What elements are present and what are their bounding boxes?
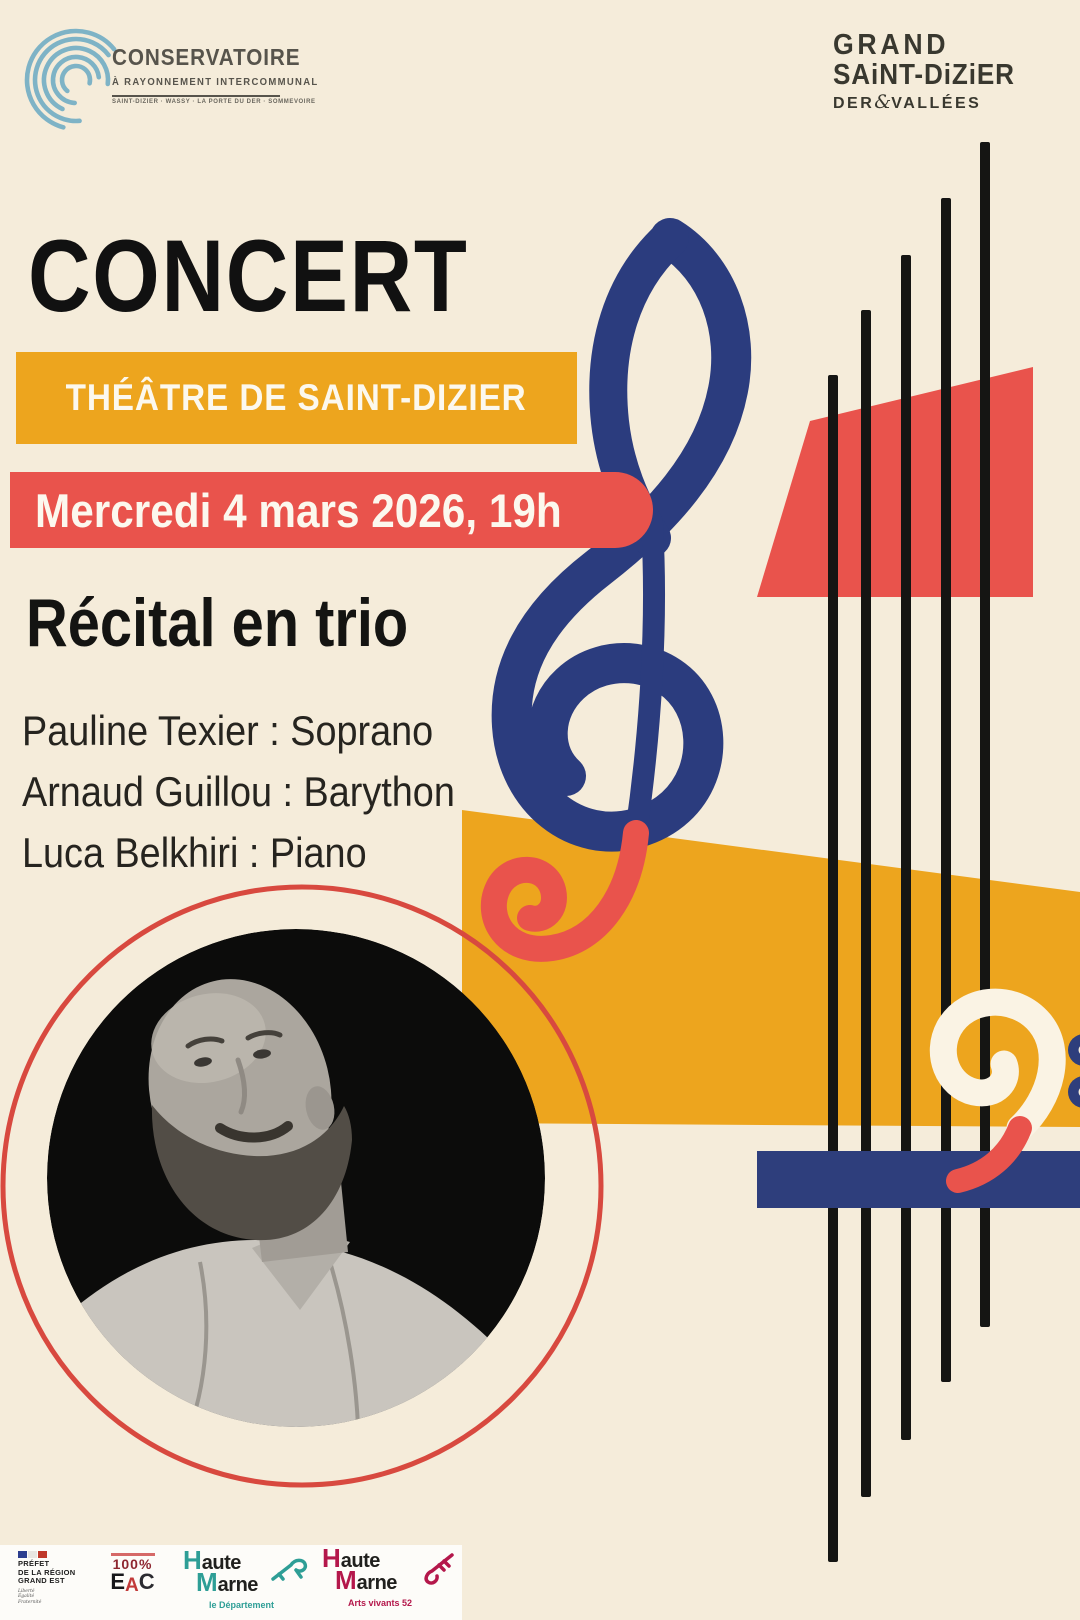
violin-icon	[414, 1553, 456, 1587]
gsd-ampersand: &	[874, 91, 892, 113]
prefet-line3: GRAND EST	[18, 1576, 65, 1585]
hm-arts-tagline: Arts vivants 52	[348, 1598, 413, 1608]
conservatoire-name: CONSERVATOIRE	[112, 44, 301, 70]
eac-letters	[105, 1571, 160, 1595]
grand-saint-dizier-logo	[833, 30, 1035, 115]
date-banner-label: Mercredi 4 mars 2026, 19h	[35, 483, 562, 537]
hm-dept-m: M	[196, 1567, 218, 1597]
conservatoire-text	[112, 44, 332, 105]
gsd-line3	[833, 91, 1035, 115]
program-title: Récital en trio	[26, 585, 409, 661]
conservatoire-subtitle: À RAYONNEMENT INTERCOMMUNAL	[112, 77, 319, 88]
staff-line-3	[901, 255, 911, 1440]
conservatoire-rule	[112, 95, 280, 97]
eac-letter-a: A	[125, 1575, 139, 1596]
prefet-motto	[18, 1589, 108, 1606]
motto-egalite: Égalité	[18, 1594, 35, 1599]
performer-list	[22, 700, 503, 883]
haute-marne-arts-vivants-logo	[322, 1543, 452, 1608]
hm-arts-aute: aute	[340, 1550, 380, 1572]
date-banner	[10, 472, 653, 548]
hm-arts-arne: arne	[356, 1572, 397, 1594]
conservatoire-logo	[18, 18, 338, 143]
venue-banner-label: THÉÂTRE DE SAINT-DIZIER	[65, 377, 528, 418]
conservatoire-cities: SAINT-DIZIER · WASSY · LA PORTE DU DER · SOMMEVOIRE	[112, 99, 316, 105]
hm-arts-h: H	[322, 1543, 341, 1573]
key-icon	[271, 1555, 311, 1585]
eac-percent: 100%	[112, 1556, 153, 1572]
page-title: CONCERT	[28, 219, 469, 333]
gsd-line1: GRAND	[833, 29, 950, 61]
prefet-line1: PRÉFET	[18, 1559, 50, 1568]
prefet-grand-est-logo	[18, 1551, 108, 1605]
portrait-photo	[40, 929, 548, 1430]
haute-marne-departement-logo	[183, 1545, 313, 1610]
motto-liberte: Liberté	[18, 1588, 35, 1594]
eac-topline	[111, 1553, 155, 1556]
staff-line-5	[980, 142, 990, 1327]
french-flag-icon	[18, 1551, 108, 1558]
staff-lines	[828, 142, 990, 1562]
eac-100-logo	[105, 1553, 160, 1595]
hm-arts-m: M	[335, 1565, 357, 1595]
staff-line-1	[828, 375, 838, 1562]
venue-banner	[16, 352, 577, 444]
navy-bar	[757, 1151, 1080, 1208]
eac-letter-e: E	[110, 1569, 126, 1594]
performer-baryton: Arnaud Guillou : Barython	[22, 768, 455, 815]
gsd-line2: SAiNT-DiZiER	[833, 59, 1015, 91]
eac-letter-c: C	[138, 1569, 155, 1594]
hm-dept-aute: aute	[201, 1552, 241, 1574]
performer-piano: Luca Belkhiri : Piano	[22, 829, 367, 876]
hm-dept-arne: arne	[217, 1574, 258, 1596]
partner-logo-strip	[0, 1545, 462, 1620]
performer-soprano: Pauline Texier : Soprano	[22, 707, 434, 754]
staff-line-2	[861, 310, 871, 1497]
motto-fraternite: Fraternité	[18, 1599, 42, 1605]
gsd-der: DER	[833, 95, 875, 112]
prefet-line2: DE LA RÉGION	[18, 1567, 76, 1577]
hm-dept-h: H	[183, 1545, 202, 1575]
red-shape	[757, 367, 1033, 597]
gsd-vallees: VALLÉES	[891, 95, 982, 112]
hm-dept-tagline: le Département	[209, 1600, 275, 1610]
